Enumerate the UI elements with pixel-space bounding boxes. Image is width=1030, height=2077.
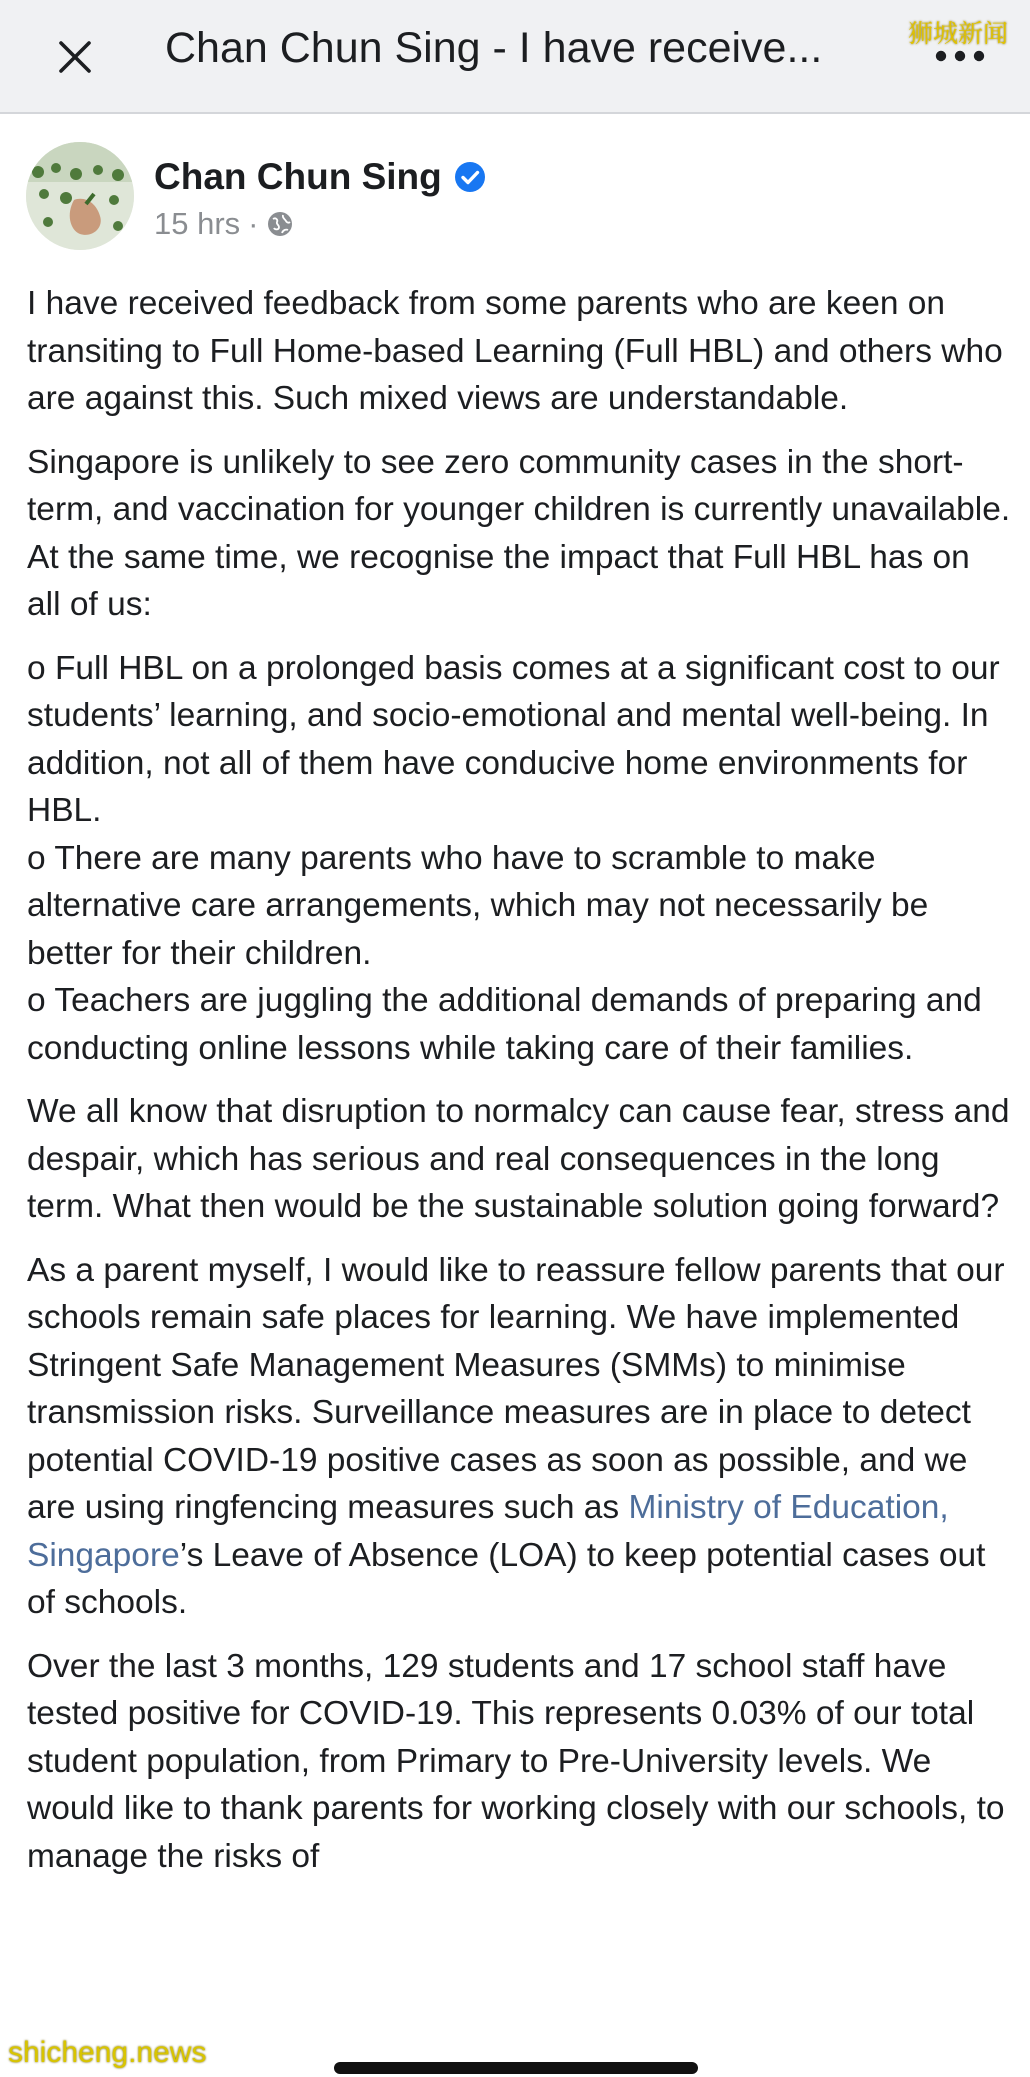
author-name-row: [154, 156, 486, 198]
paragraph-feedback: I have received feedback from some parents who are keen on transiting to Full Home-based Learning (Full HBL) and others who are against this. Such mixed views are understandable.: [27, 285, 1003, 417]
author-name[interactable]: Chan Chun Sing: [154, 156, 442, 197]
bullet-item-students: o Full HBL on a prolonged basis comes at a significant cost to our students’ learning, and socio-emotional and mental well-being. In addition, not all of them have conducive home environments for HBL.: [27, 649, 1000, 829]
bullet-item-teachers: o Teachers are juggling the additional demands of preparing and conducting online lessons while taking care of their families.: [27, 982, 982, 1067]
bullet-list: [27, 645, 1012, 1073]
meta-separator: ·: [248, 206, 259, 241]
top-bar: [0, 0, 1030, 114]
avatar-photo-icon: [26, 142, 134, 250]
post-timestamp[interactable]: 15 hrs: [154, 206, 241, 241]
close-button[interactable]: [40, 22, 110, 92]
paragraph-statistics: Over the last 3 months, 129 students and 17 school staff have tested positive for COVID-19. This represents 0.03% of our total student population, from Primary to Pre-University levels. We would like to thank parents for working closely with our schools, to manage the risks of: [27, 1647, 1005, 1875]
globe-icon: [267, 211, 293, 237]
paragraph-disruption: We all know that disruption to normalcy can cause fear, stress and despair, which has serious and real consequences in the long term. What then would be the sustainable solution going forward?: [27, 1093, 1010, 1225]
avatar[interactable]: [26, 142, 134, 250]
more-icon: [935, 50, 985, 62]
post-meta: [154, 206, 293, 242]
post-body: [27, 280, 1012, 1896]
paragraph-reassure-text: As a parent myself, I would like to reassure fellow parents that our schools remain safe places for learning. We have implemented Stringent Safe Management Measures (SMMs) to minimise transmission risks. Surveillance measures are in place to detect potential COVID-19 positive cases as soon as possible, and we are using ringfencing measures such as: [27, 1251, 1005, 1526]
home-indicator[interactable]: [334, 2062, 698, 2074]
paragraph-reassure: [27, 1247, 1012, 1627]
verified-badge-icon: [454, 161, 486, 193]
close-icon: [58, 40, 92, 74]
paragraph-reassure-tail: ’s Leave of Absence (LOA) to keep potential cases out of schools.: [27, 1536, 986, 1621]
bullet-item-parents: o There are many parents who have to scramble to make alternative care arrangements, which may not necessarily be better for their children.: [27, 839, 929, 972]
watermark-bottom: shicheng.news: [8, 2036, 207, 2069]
watermark-top: 狮城新闻: [908, 19, 1009, 48]
moe-page-link[interactable]: Ministry of Education, Singapore: [27, 1489, 949, 1574]
paragraph-singapore: Singapore is unlikely to see zero community cases in the short-term, and vaccination for younger children is currently unavailable. At the same time, we recognise the impact that Full HBL has on all of us:: [27, 443, 1011, 623]
page-title: Chan Chun Sing - I have receive...: [165, 24, 823, 72]
